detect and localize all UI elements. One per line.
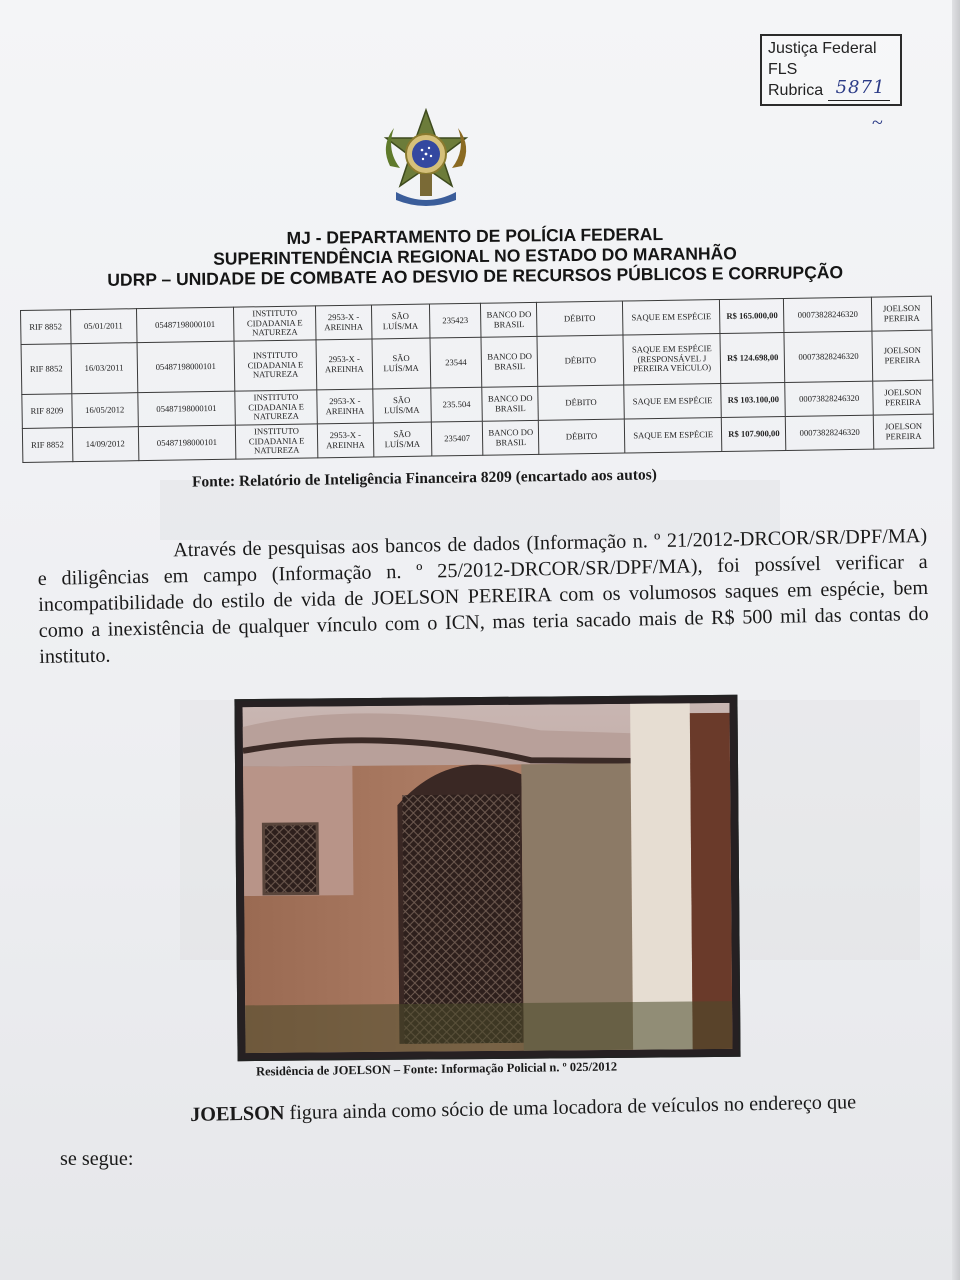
- table-cell: 16/03/2011: [71, 343, 138, 394]
- table-cell: BANCO DO BRASIL: [483, 420, 539, 455]
- table-cell: RIF 8852: [21, 344, 72, 395]
- header-line-3: UDRP – UNIDADE DE COMBATE AO DESVIO DE RECURSOS PÚBLICOS E CORRUPÇÃO: [107, 262, 844, 290]
- table-cell: 16/05/2012: [72, 393, 138, 428]
- table-cell: 05487198000101: [137, 391, 235, 427]
- table-cell: 05487198000101: [136, 307, 234, 343]
- closing-text: figura ainda como sócio de uma locadora de veículos no endereço que: [284, 1091, 857, 1125]
- brazil-coat-of-arms-icon: [376, 108, 476, 212]
- stamp-folio-number: 5871: [835, 77, 886, 98]
- table-cell: INSTITUTO CIDADANIA E NATUREZA: [234, 340, 316, 391]
- table-cell: INSTITUTO CIDADANIA E NATUREZA: [236, 424, 318, 459]
- table-cell: INSTITUTO CIDADANIA E NATUREZA: [235, 390, 317, 425]
- table-cell: RIF 8852: [21, 310, 71, 345]
- stamp-line-1: Justiça Federal: [768, 40, 877, 57]
- header-line-2: SUPERINTENDÊNCIA REGIONAL NO ESTADO DO MARANHÃO: [213, 243, 737, 269]
- table-cell: BANCO DO BRASIL: [481, 336, 538, 387]
- table-cell: 00073828246320: [784, 331, 873, 382]
- closing-paragraph-line-1: [190, 1090, 940, 1127]
- table-cell: INSTITUTO CIDADANIA E NATUREZA: [234, 306, 316, 341]
- table-cell: 2953-X - AREINHA: [315, 305, 371, 340]
- table-cell: R$ 107.900,00: [722, 416, 786, 451]
- residence-photo: [242, 703, 732, 1053]
- table-cell: 00073828246320: [785, 381, 873, 416]
- table-cell: 235.504: [430, 387, 482, 422]
- table-cell: 2953-X - AREINHA: [317, 423, 373, 458]
- table-cell: SÃO LUÍS/MA: [372, 338, 431, 389]
- table-cell: 05/01/2011: [70, 309, 136, 344]
- stamp-signature-line: [828, 77, 890, 101]
- header-line-1: MJ - DEPARTAMENTO DE POLÍCIA FEDERAL: [286, 224, 664, 248]
- table-cell: JOELSON PEREIRA: [873, 380, 933, 415]
- closing-bold-name: JOELSON: [190, 1102, 285, 1126]
- page-edge: [952, 0, 960, 1280]
- table-cell: RIF 8209: [22, 394, 72, 429]
- table-cell: SAQUE EM ESPÉCIE: [622, 300, 720, 336]
- table-cell: BANCO DO BRASIL: [481, 302, 537, 337]
- table-cell: JOELSON PEREIRA: [871, 296, 931, 331]
- table-cell: JOELSON PEREIRA: [872, 330, 933, 381]
- table-cell: JOELSON PEREIRA: [873, 414, 933, 449]
- table-cell: SÃO LUÍS/MA: [373, 422, 431, 457]
- court-stamp: [760, 34, 902, 106]
- table-cell: 05487198000101: [138, 425, 236, 461]
- table-cell: 2953-X - AREINHA: [316, 339, 373, 390]
- table-cell: 235423: [429, 303, 481, 338]
- table-cell: DÉBITO: [539, 419, 625, 454]
- table-cell: SÃO LUÍS/MA: [371, 304, 429, 339]
- table-cell: SAQUE EM ESPÉCIE: [624, 417, 722, 453]
- table-cell: 235407: [431, 421, 483, 456]
- table-cell: DÉBITO: [538, 385, 624, 420]
- table-cell: 05487198000101: [137, 341, 235, 393]
- table-cell: 00073828246320: [786, 415, 874, 450]
- table-cell: R$ 165.000,00: [720, 299, 784, 334]
- stamp-rubrica-label: Rubrica: [768, 82, 824, 99]
- transactions-table-wrapper: [20, 296, 934, 463]
- document-header: [60, 222, 891, 291]
- stamp-line-3: [768, 77, 894, 101]
- table-cell: SAQUE EM ESPÉCIE: [624, 383, 722, 419]
- table-cell: DÉBITO: [537, 335, 623, 386]
- table-cell: R$ 103.100,00: [721, 382, 785, 417]
- table-cell: RIF 8852: [22, 428, 72, 463]
- table-cell: 00073828246320: [784, 297, 872, 332]
- table-cell: BANCO DO BRASIL: [482, 386, 538, 421]
- stamp-line-2: FLS: [768, 61, 798, 78]
- table-cell: R$ 124.698,00: [720, 332, 785, 383]
- closing-paragraph-line-2: se segue:: [60, 1148, 134, 1170]
- photo-caption: Residência de JOELSON – Fonte: Informação Policial n. º 025/2012: [255, 1059, 618, 1079]
- table-cell: 23544: [430, 337, 483, 388]
- transactions-table: [20, 296, 934, 463]
- table-cell: SÃO LUÍS/MA: [373, 388, 431, 423]
- table-cell: 2953-X - AREINHA: [317, 389, 373, 424]
- residence-photo-frame: [234, 695, 740, 1061]
- body-paragraph: Através de pesquisas aos bancos de dados (Informação n. º 21/2012-DRCOR/SR/DPF/MA) e diligências em campo (Informação n. º 25/2012-DRCOR/SR/DPF/MA), foi possível verificar a incompatibilidade do estilo de vida de JOELSON PEREIRA com os volumosos saques em espécie, bem como a inexistência de qualquer vínculo com o ICN, mas teria sacado mais de R$ 500 mil das contas do instituto.: [37, 524, 929, 668]
- table-source-caption: Fonte: Relatório de Inteligência Financeira 8209 (encartado aos autos): [191, 466, 658, 491]
- initials-mark: ~: [872, 112, 883, 134]
- table-cell: DÉBITO: [537, 301, 623, 336]
- table-cell: SAQUE EM ESPÉCIE (RESPONSÁVEL J PEREIRA VEÍCULO): [623, 334, 721, 386]
- table-cell: 14/09/2012: [72, 427, 138, 462]
